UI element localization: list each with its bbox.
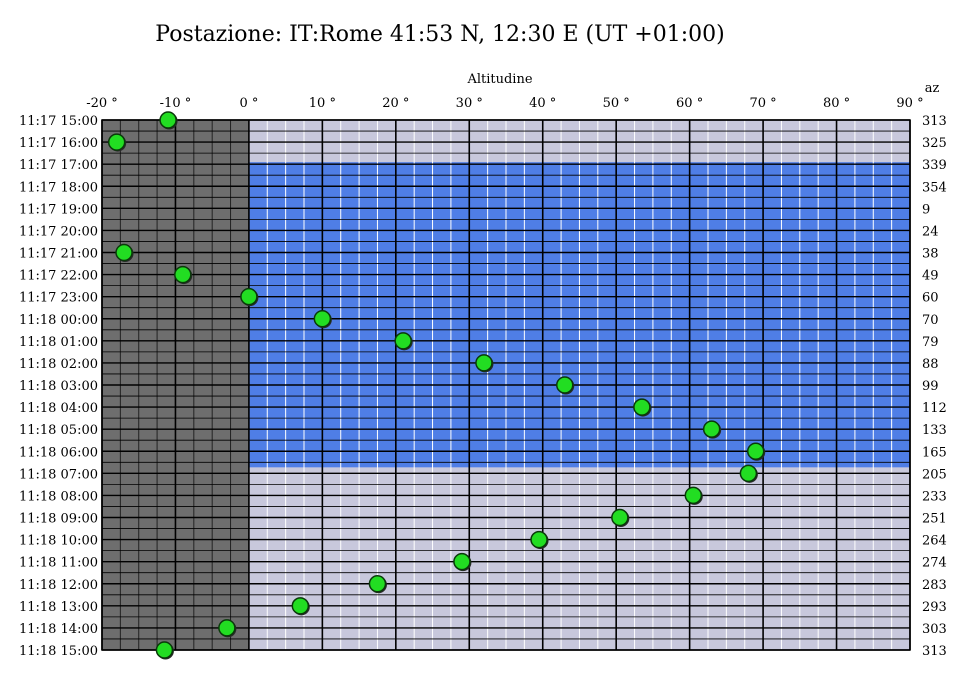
sun-point (531, 532, 547, 548)
sun-point (241, 289, 257, 305)
azimuth-label: 264 (922, 533, 947, 549)
sun-point (109, 134, 125, 150)
time-label: 11:18 07:00 (18, 467, 98, 483)
sun-point (557, 377, 573, 393)
time-labels (19, 114, 98, 659)
sun-point (369, 576, 385, 592)
azimuth-label: 38 (922, 246, 939, 262)
azimuth-label: 313 (922, 644, 947, 659)
sun-point (116, 245, 132, 261)
time-label: 11:17 20:00 (18, 224, 98, 240)
time-label: 11:18 00:00 (18, 312, 98, 328)
azimuth-label: 99 (922, 379, 939, 394)
time-label: 11:18 12:00 (18, 577, 98, 593)
x-tick-label: -20 ° (86, 96, 118, 111)
sun-point (634, 399, 650, 415)
time-label: 11:18 05:00 (18, 423, 98, 439)
azimuth-label: 70 (922, 312, 939, 328)
azimuth-labels (922, 114, 947, 659)
time-label: 11:18 04:00 (18, 401, 98, 417)
x-tick-label: 30 ° (455, 96, 483, 111)
time-label: 11:17 23:00 (18, 290, 98, 306)
x-tick-label: 40 ° (529, 96, 557, 111)
time-label: 11:18 02:00 (18, 356, 98, 372)
time-label: 11:18 10:00 (18, 533, 98, 549)
time-label: 11:18 01:00 (18, 334, 98, 350)
x-tick-label: 20 ° (382, 96, 410, 111)
time-label: 11:17 17:00 (18, 158, 98, 174)
azimuth-label: 313 (922, 114, 947, 129)
azimuth-label: 49 (922, 268, 939, 284)
time-label: 11:17 21:00 (18, 246, 98, 262)
azimuth-label: 251 (922, 511, 947, 527)
time-label: 11:17 18:00 (18, 180, 98, 196)
azimuth-label: 79 (922, 334, 939, 350)
x-tick-label: 50 ° (602, 96, 630, 111)
time-label: 11:18 09:00 (18, 511, 98, 527)
azimuth-label: 60 (922, 290, 939, 306)
time-label: 11:17 16:00 (18, 136, 98, 152)
azimuth-header: az (924, 81, 940, 96)
time-label: 11:18 14:00 (18, 621, 98, 637)
azimuth-label: 233 (922, 489, 947, 505)
x-tick-label: 0 ° (239, 96, 259, 111)
azimuth-label: 283 (922, 577, 947, 593)
azimuth-label: 274 (922, 555, 947, 571)
azimuth-label: 165 (922, 445, 947, 461)
x-tick-label: -10 ° (159, 96, 192, 111)
time-label: 11:17 22:00 (18, 268, 98, 284)
sun-point (740, 465, 756, 481)
sun-point (685, 487, 701, 503)
sun-point (292, 598, 308, 614)
azimuth-label: 88 (922, 356, 939, 372)
sun-point (219, 620, 235, 636)
sun-point (175, 267, 191, 283)
x-tick-label: 80 ° (822, 96, 851, 111)
azimuth-label: 339 (922, 158, 947, 174)
sun-point (156, 642, 172, 658)
sun-point (704, 421, 720, 437)
azimuth-label: 303 (922, 621, 947, 637)
azimuth-label: 293 (922, 599, 947, 615)
x-tick-label: 10 ° (308, 96, 336, 111)
time-label: 11:18 06:00 (18, 445, 98, 461)
sun-point (395, 333, 411, 349)
azimuth-label: 325 (922, 136, 947, 152)
x-tick-label: 90 ° (896, 96, 924, 111)
time-label: 11:18 08:00 (18, 489, 98, 505)
time-label: 11:18 15:00 (18, 644, 98, 659)
azimuth-label: 112 (922, 401, 947, 417)
azimuth-label: 24 (922, 224, 939, 240)
x-axis-label: Altitudine (467, 72, 533, 87)
sun-point (160, 112, 176, 128)
azimuth-label: 133 (922, 423, 947, 439)
time-label: 11:18 11:00 (18, 555, 98, 571)
azimuth-label: 354 (922, 180, 947, 196)
time-label: 11:17 15:00 (18, 114, 98, 129)
time-label: 11:18 03:00 (18, 379, 98, 394)
chart-title: Postazione: IT:Rome 41:53 N, 12:30 E (UT +01:00) (155, 22, 725, 47)
sun-point (476, 355, 492, 371)
time-label: 11:17 19:00 (18, 202, 98, 218)
sun-point (314, 311, 330, 327)
x-tick-label: 70 ° (749, 96, 777, 111)
sun-point (748, 443, 764, 459)
x-tick-labels (86, 96, 923, 111)
sun-point (454, 554, 470, 570)
sun-point (612, 510, 628, 526)
azimuth-label: 9 (922, 202, 931, 218)
x-tick-label: 60 ° (676, 96, 704, 111)
azimuth-label: 205 (922, 467, 947, 483)
time-label: 11:18 13:00 (18, 599, 98, 615)
